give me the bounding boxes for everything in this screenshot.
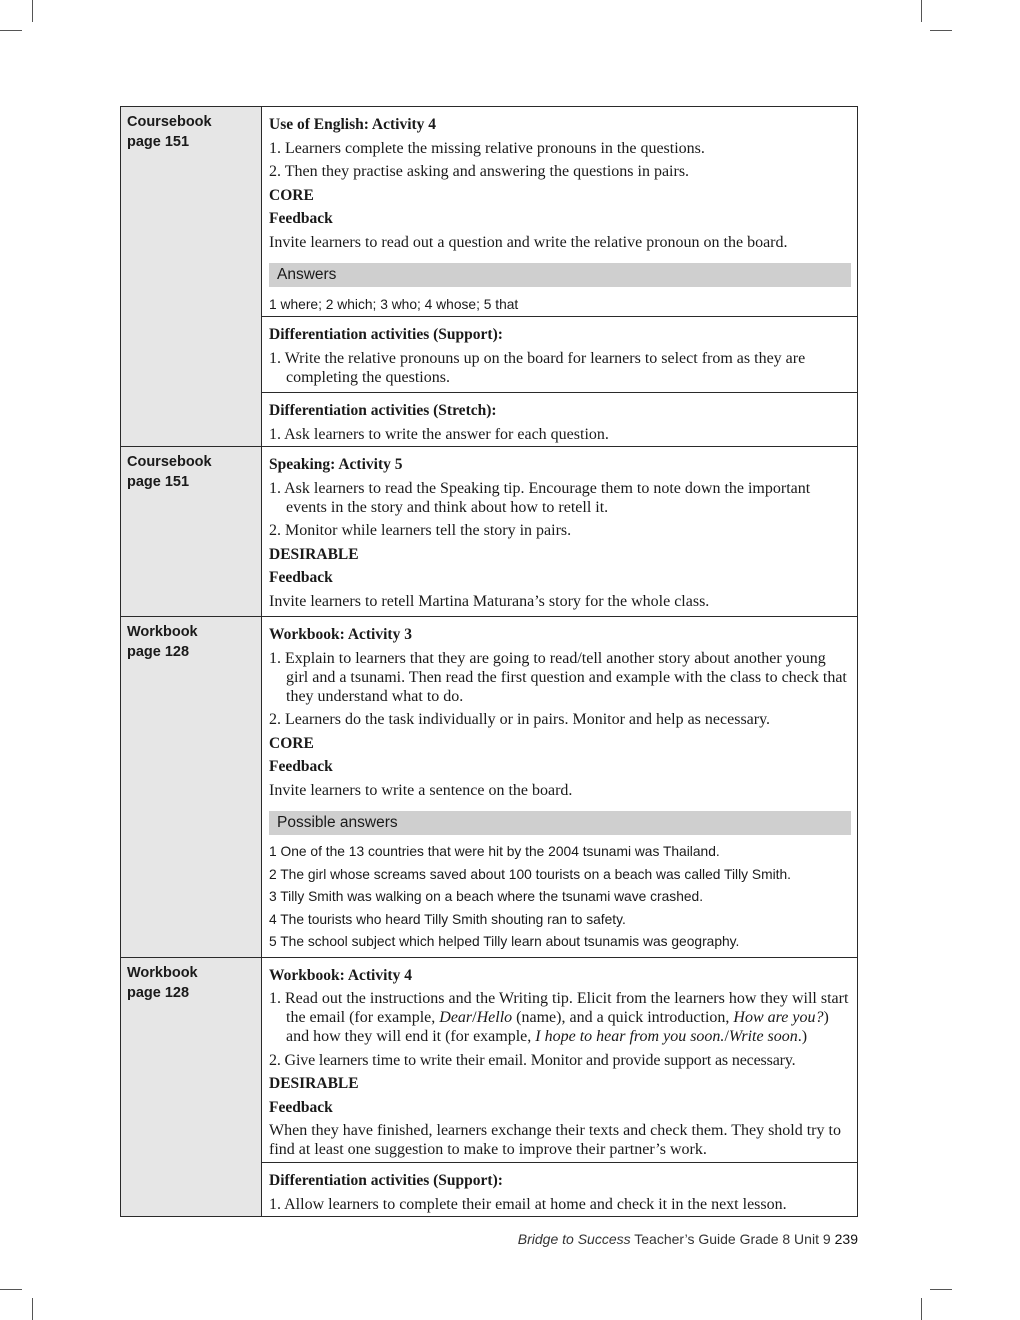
- activity-heading: Use of English: Activity 4: [269, 116, 437, 133]
- activity-step: 1. Explain to learners that they are going to read/tell another story about another young girl and a tsunami. Then read the first question and example with the class to check that they understand what to do.: [269, 649, 847, 705]
- resource-name: Coursebook: [127, 114, 212, 130]
- activity-step: 1. Learners complete the missing relative pronouns in the questions.: [269, 139, 705, 157]
- resource-name: Workbook: [127, 624, 198, 640]
- step-text: .): [797, 1028, 808, 1045]
- series-title: Bridge to Success: [517, 1231, 631, 1247]
- activity-step: 1. Write the relative pronouns up on the board for learners to select from as they are completing the questions.: [269, 349, 806, 386]
- answers-header: Possible answers: [269, 811, 851, 835]
- answer-line: 2 The girl whose screams saved about 100 tourists on a beach was called Tilly Smith.: [269, 866, 791, 882]
- answer-line: 3 Tilly Smith was walking on a beach where the tsunami wave crashed.: [269, 889, 704, 904]
- resource-page: page 128: [127, 644, 190, 660]
- step-emphasis: I hope to hear from you soon.: [535, 1028, 725, 1045]
- activity-cell: [262, 107, 858, 317]
- feedback-text: Invite learners to read out a question and write the relative pronoun on the board.: [269, 233, 788, 251]
- step-emphasis: Dear: [439, 1009, 473, 1026]
- level-label: CORE: [269, 734, 314, 752]
- step-emphasis: Write soon: [728, 1028, 798, 1045]
- crop-mark: [32, 0, 33, 22]
- feedback-label: Feedback: [269, 569, 333, 586]
- activity-step: 1. Ask learners to read the Speaking tip. Encourage them to note down the important events in the story and think about how to retell it.: [269, 479, 811, 516]
- resource-reference: [121, 957, 262, 1217]
- activity-heading: Workbook: Activity 3: [269, 626, 412, 643]
- differentiation-heading: Differentiation activities (Stretch):: [269, 402, 497, 419]
- table-row: [121, 447, 858, 617]
- crop-mark: [0, 30, 22, 31]
- feedback-label: Feedback: [269, 210, 333, 227]
- crop-mark: [32, 1298, 33, 1320]
- activity-heading: Speaking: Activity 5: [269, 456, 403, 473]
- crop-mark: [0, 1289, 22, 1290]
- level-label: DESIRABLE: [269, 1075, 359, 1092]
- table-row: [121, 957, 858, 1163]
- differentiation-stretch-cell: [262, 393, 858, 447]
- resource-page: page 151: [127, 134, 190, 150]
- activity-step: 2. Give learners time to write their email. Monitor and provide support as necessary.: [269, 1051, 796, 1069]
- feedback-text: Invite learners to retell Martina Maturana’s story for the whole class.: [269, 592, 710, 610]
- answers-text: 1 where; 2 which; 3 who; 4 whose; 5 that: [269, 297, 519, 312]
- feedback-label: Feedback: [269, 758, 333, 775]
- activity-cell: [262, 957, 858, 1163]
- answers-header: Answers: [269, 263, 851, 287]
- feedback-text: When they have finished, learners exchange their texts and check them. They shold try to find at least one suggestion to make to improve their partner’s work.: [269, 1122, 841, 1158]
- page-footer: [518, 1231, 858, 1247]
- activity-cell: [262, 447, 858, 617]
- resource-page: page 151: [127, 474, 190, 490]
- resource-reference: [121, 617, 262, 958]
- activity-step: 1. Allow learners to complete their email at home and check it in the next lesson.: [269, 1195, 787, 1213]
- step-emphasis: How are you?: [733, 1009, 824, 1026]
- activity-cell: [262, 617, 858, 958]
- activity-step: 2. Learners do the task individually or in pairs. Monitor and help as necessary.: [269, 711, 771, 728]
- step-text: /: [724, 1028, 729, 1045]
- level-label: DESIRABLE: [269, 545, 359, 563]
- resource-page: page 128: [127, 984, 190, 1001]
- table-row: [121, 617, 858, 958]
- activity-heading: Workbook: Activity 4: [269, 966, 412, 984]
- activity-step: 1. Ask learners to write the answer for each question.: [269, 425, 609, 443]
- page-number: 239: [834, 1231, 858, 1247]
- activity-step: 2. Monitor while learners tell the story in pairs.: [269, 522, 572, 539]
- resource-reference: [121, 107, 262, 447]
- activity-step: [269, 987, 851, 1049]
- footer-guide-info: Teacher’s Guide Grade 8 Unit 9: [630, 1231, 831, 1247]
- resource-reference: [121, 447, 262, 617]
- differentiation-support-cell: [262, 317, 858, 393]
- answer-line: 4 The tourists who heard Tilly Smith shouting ran to safety.: [269, 911, 626, 927]
- crop-mark: [921, 1298, 922, 1320]
- step-text: (name), and a quick introduction,: [512, 1009, 734, 1026]
- feedback-label: Feedback: [269, 1098, 333, 1116]
- table-row: [121, 107, 858, 317]
- answer-line: 1 One of the 13 countries that were hit by the 2004 tsunami was Thailand.: [269, 844, 720, 859]
- step-text: /: [472, 1009, 477, 1026]
- differentiation-heading: Differentiation activities (Support):: [269, 1172, 503, 1189]
- differentiation-heading: Differentiation activities (Support):: [269, 326, 503, 343]
- answer-line: 5 The school subject which helped Tilly learn about tsunamis was geography.: [269, 934, 740, 949]
- crop-mark: [930, 30, 952, 31]
- activity-step: 2. Then they practise asking and answering the questions in pairs.: [269, 163, 690, 180]
- feedback-text: Invite learners to write a sentence on the board.: [269, 781, 573, 799]
- step-text: 1. Read out the instructions and the Writing tip. Elicit from the learners how they will start the email (for example,: [269, 990, 849, 1026]
- level-label: CORE: [269, 186, 314, 204]
- crop-mark: [930, 1289, 952, 1290]
- resource-name: Coursebook: [127, 454, 212, 470]
- step-emphasis: Hello: [476, 1009, 513, 1026]
- step-text: ) and how they will end it (for example,: [286, 1009, 829, 1045]
- crop-mark: [921, 0, 922, 22]
- resource-name: Workbook: [127, 964, 198, 981]
- differentiation-support-cell: [262, 1163, 858, 1217]
- lesson-plan-table: [120, 106, 858, 1217]
